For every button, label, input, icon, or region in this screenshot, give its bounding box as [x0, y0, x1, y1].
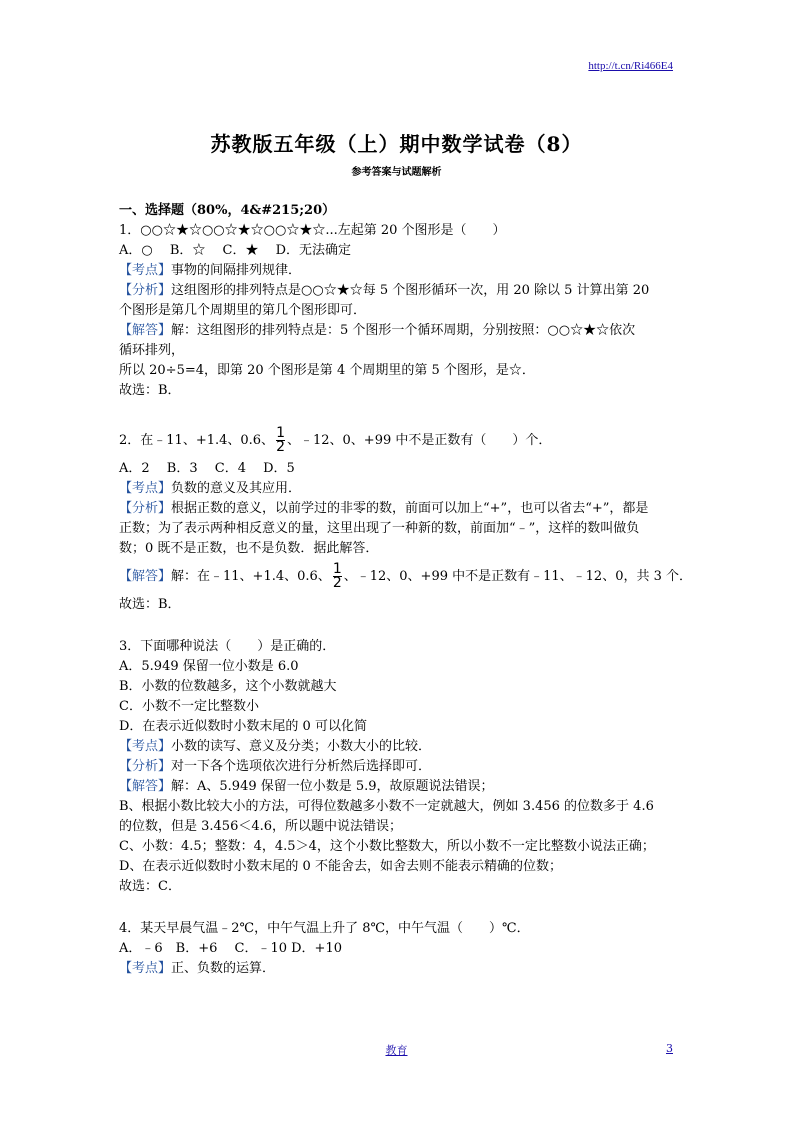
kaodian-tag: 【考点】 — [119, 263, 172, 278]
q4-options: A．﹣6 B．+6 C．﹣10 D．+10 — [119, 941, 342, 956]
q1-jieda-2: 循环排列， — [119, 343, 185, 358]
frac-num: 1 — [332, 561, 342, 577]
q3-answer: 故选：C． — [119, 879, 181, 894]
q4-kaodian: 正、负数的运算． — [171, 961, 276, 976]
jieda-tag: 【解答】 — [119, 779, 172, 794]
fenxi-tag: 【分析】 — [119, 283, 172, 298]
frac-den: 2 — [332, 575, 342, 591]
q2-stem-b: 、﹣12、0、+99 中不是正数有（ ）个． — [286, 433, 552, 448]
q3-option-b: B．小数的位数越多，这个小数就越大 — [119, 679, 337, 694]
q2-fenxi-2: 正数；为了表示两种相反意义的量，这里出现了一种新的数，前面加“﹣”，这样的数叫做负 — [119, 521, 640, 536]
q1-jieda-1: 解：这组图形的排列特点是：5 个图形一个循环周期，分别按照：○○☆★☆依次 — [171, 323, 636, 338]
kaodian-tag: 【考点】 — [119, 481, 172, 496]
q1-stem: 1．○○☆★☆○○☆★☆○○☆★☆...左起第 20 个图形是（ ） — [119, 223, 506, 238]
q1-answer: 故选：B． — [119, 383, 181, 398]
fenxi-tag: 【分析】 — [119, 501, 172, 516]
q4-stem: 4．某天早晨气温﹣2℃，中午气温上升了 8℃，中午气温（ ）℃． — [119, 921, 530, 936]
question-4 — [119, 919, 675, 979]
q3-jieda-1: 解：A、5.949 保留一位小数是 5.9，故原题说法错误； — [171, 779, 494, 794]
q3-fenxi: 对一下各个选项依次进行分析然后选择即可． — [171, 759, 432, 774]
document-body — [119, 201, 693, 979]
question-3 — [119, 637, 675, 897]
jieda-tag: 【解答】 — [119, 323, 172, 338]
q3-jieda-5: D、在表示近似数时小数末尾的 0 不能舍去，如舍去则不能表示精确的位数； — [119, 859, 562, 874]
jieda-tag: 【解答】 — [119, 569, 172, 584]
frac-num: 1 — [276, 425, 285, 441]
q2-answer: 故选：B． — [119, 597, 181, 612]
kaodian-tag: 【考点】 — [119, 739, 172, 754]
q3-option-c: C．小数不一定比整数小 — [119, 699, 259, 714]
page-subtitle: 参考答案与试题解析 — [351, 167, 442, 178]
question-1 — [119, 221, 675, 401]
fenxi-tag: 【分析】 — [119, 759, 172, 774]
fraction-half — [333, 563, 342, 590]
section-heading: 一、选择题（80%，4&#215;20） — [119, 203, 336, 218]
q2-kaodian: 负数的意义及其应用． — [171, 481, 302, 496]
q1-kaodian: 事物的间隔排列规律． — [171, 263, 302, 278]
page-title: 苏教版五年级（上）期中数学试卷（8） — [210, 132, 583, 156]
q2-jieda-a: 解：在﹣11、+1.4、0.6、 — [171, 569, 331, 584]
q1-fenxi-1: 这组图形的排列特点是○○☆★☆每 5 个图形循环一次，用 20 除以 5 计算出第 20 — [171, 283, 650, 298]
q3-stem: 3．下面哪种说法（ ）是正确的． — [119, 639, 336, 654]
q1-fenxi-2: 个图形是第几个周期里的第几个图形即可． — [119, 303, 367, 318]
q1-options: A．○ B．☆ C．★ D．无法确定 — [119, 243, 352, 258]
q3-jieda-3: 的位数，但是 3.456＜4.6，所以题中说法错误； — [119, 819, 403, 834]
q3-option-a: A．5.949 保留一位小数是 6.0 — [119, 659, 299, 674]
footer-link[interactable]: 教育 — [385, 1044, 408, 1057]
question-2 — [119, 423, 693, 615]
q3-option-d: D．在表示近似数时小数末尾的 0 可以化简 — [119, 719, 367, 734]
q2-fenxi-1: 根据正数的意义，以前学过的非零的数，前面可以加上“+”，也可以省去“+”，都是 — [171, 501, 649, 516]
header-url-link[interactable]: http://t.cn/Ri466E4 — [588, 60, 673, 72]
fraction-half — [276, 427, 285, 454]
q2-fenxi-3: 数；0 既不是正数，也不是负数．据此解答． — [119, 541, 379, 556]
q2-stem-a: 2．在﹣11、+1.4、0.6、 — [119, 433, 275, 448]
page-number[interactable]: 3 — [666, 1042, 673, 1055]
kaodian-tag: 【考点】 — [119, 961, 172, 976]
q3-jieda-4: C、小数：4.5；整数：4，4.5＞4，这个小数比整数大，所以小数不一定比整数小说法正确； — [119, 839, 655, 854]
q2-stem — [119, 423, 675, 459]
q2-options: A．2 B．3 C．4 D．5 — [119, 461, 295, 476]
q2-jieda-b: 、﹣12、0、+99 中不是正数有﹣11、﹣12、0，共 3 个． — [343, 569, 693, 584]
q1-jieda-3: 所以 20÷5=4，即第 20 个图形是第 4 个周期里的第 5 个图形，是☆． — [119, 363, 535, 378]
q2-jieda — [119, 559, 693, 595]
q3-kaodian: 小数的读写、意义及分类；小数大小的比较． — [171, 739, 432, 754]
q3-jieda-2: B、根据小数比较大小的方法，可得位数越多小数不一定就越大，例如 3.456 的位数多于 4.6 — [119, 799, 654, 814]
frac-den: 2 — [276, 439, 285, 455]
